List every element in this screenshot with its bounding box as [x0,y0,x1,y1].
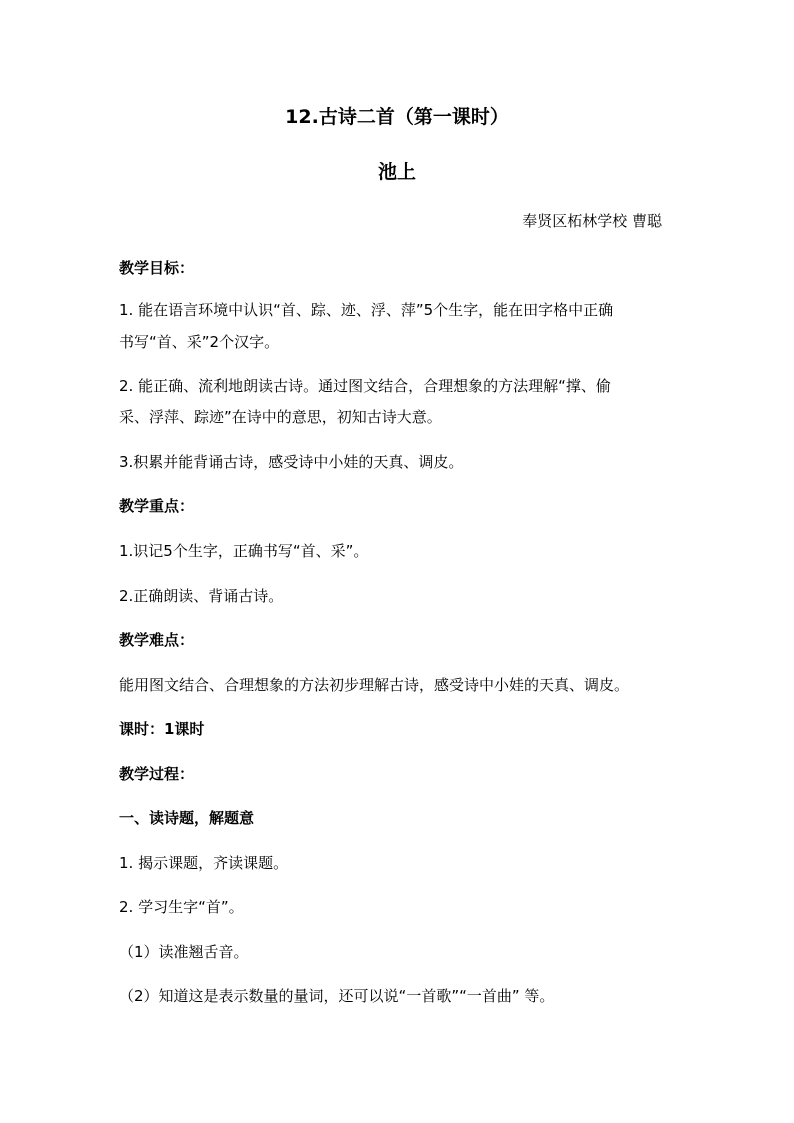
goals-heading: 教学目标： [119,259,195,277]
goal-item-2b: 采、浮萍、踪迹”在诗中的意思，初知古诗大意。 [119,408,442,426]
process-heading: 教学过程： [119,765,195,783]
goal-item-1a: 1. 能在语言环境中认识“首、踪、迹、浮、萍”5个生字，能在田字格中正确 [119,301,614,319]
key-point-1: 1.识记5个生字，正确书写“首、采”。 [119,542,369,560]
goal-item-3: 3.积累并能背诵古诗，感受诗中小娃的天真、调皮。 [119,453,464,471]
author-line: 奉贤区柘林学校 曹聪 [522,212,662,230]
period-line: 课时：1课时 [119,720,205,738]
section-1-heading: 一、读诗题，解题意 [119,809,255,827]
step-2: 2. 学习生字“首”。 [119,898,244,916]
key-point-2: 2.正确朗读、背诵古诗。 [119,587,284,605]
step-2-sub-1: （1）读准翘舌音。 [119,943,249,961]
step-2-sub-2: （2）知道这是表示数量的量词，还可以说“一首歌”“一首曲” 等。 [119,987,555,1005]
step-1: 1. 揭示课题，齐读课题。 [119,854,289,872]
document-title: 12.古诗二首（第一课时） [285,106,509,128]
difficulty-item: 能用图文结合、合理想象的方法初步理解古诗，感受诗中小娃的天真、调皮。 [119,676,630,694]
goal-item-2a: 2. 能正确、流利地朗读古诗。通过图文结合，合理想象的方法理解“撑、偷 [119,377,611,395]
poem-title: 池上 [377,161,416,183]
key-points-heading: 教学重点： [119,497,195,515]
goal-item-1b: 书写“首、采”2个汉字。 [119,333,280,351]
difficulty-heading: 教学难点： [119,631,195,649]
